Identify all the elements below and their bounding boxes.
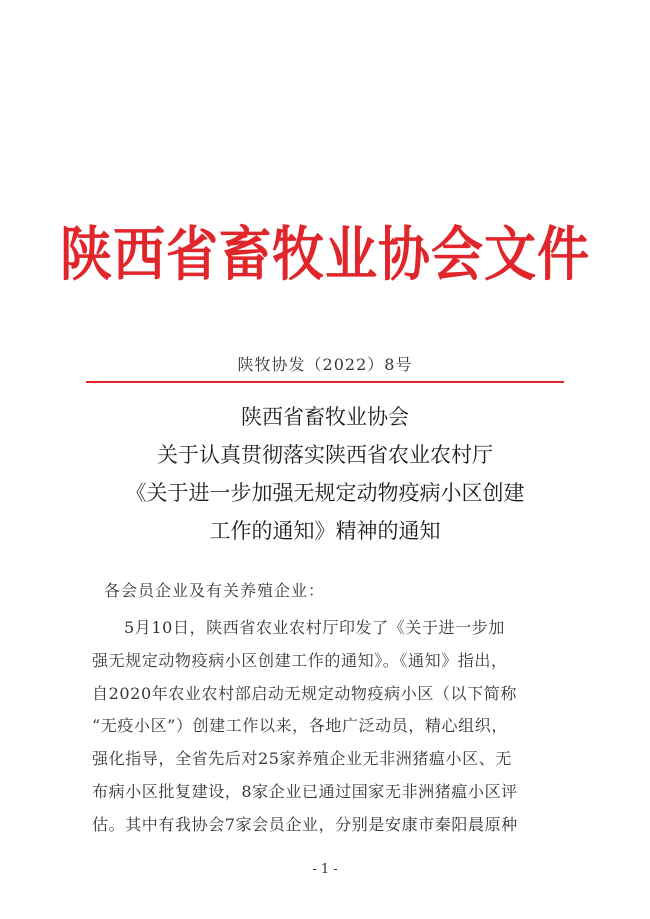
body-line: 5月10日，陕西省农业农村厅印发了《关于进一步加 (124, 618, 505, 637)
body-line: 布病小区批复建设，8家企业已通过国家无非洲猪瘟小区评 (92, 781, 518, 801)
page-number: - 1 - (312, 862, 338, 877)
document-header-title: 陕西省畜牧业协会文件 (60, 220, 591, 290)
document-number: 陕牧协发（2022）8号 (237, 355, 413, 374)
body-line: 强化指导，全省先后对25家养殖企业无非洲猪瘟小区、无 (92, 749, 512, 769)
body-line: 强无规定动物疫病小区创建工作的通知》。《通知》指出， (92, 650, 508, 670)
notice-title-line: 《关于进一步加强无规定动物疫病小区创建 (125, 481, 525, 505)
body-line: 估。其中有我协会7家会员企业，分别是安康市秦阳晨原种 (92, 814, 518, 834)
red-divider-line (86, 381, 564, 383)
body-line: 自2020年农业农村部启动无规定动物疫病小区（以下简称 (92, 683, 517, 703)
notice-title-line: 关于认真贯彻落实陕西省农业农村厅 (157, 443, 493, 467)
notice-title (70, 398, 580, 550)
salutation: 各会员企业及有关养殖企业： (104, 581, 326, 600)
body-line: “无疫小区”）创建工作以来，各地广泛动员，精心组织， (92, 716, 508, 736)
body-paragraph (92, 612, 562, 842)
notice-title-line: 工作的通知》精神的通知 (209, 519, 441, 543)
notice-title-line: 陕西省畜牧业协会 (241, 405, 409, 429)
